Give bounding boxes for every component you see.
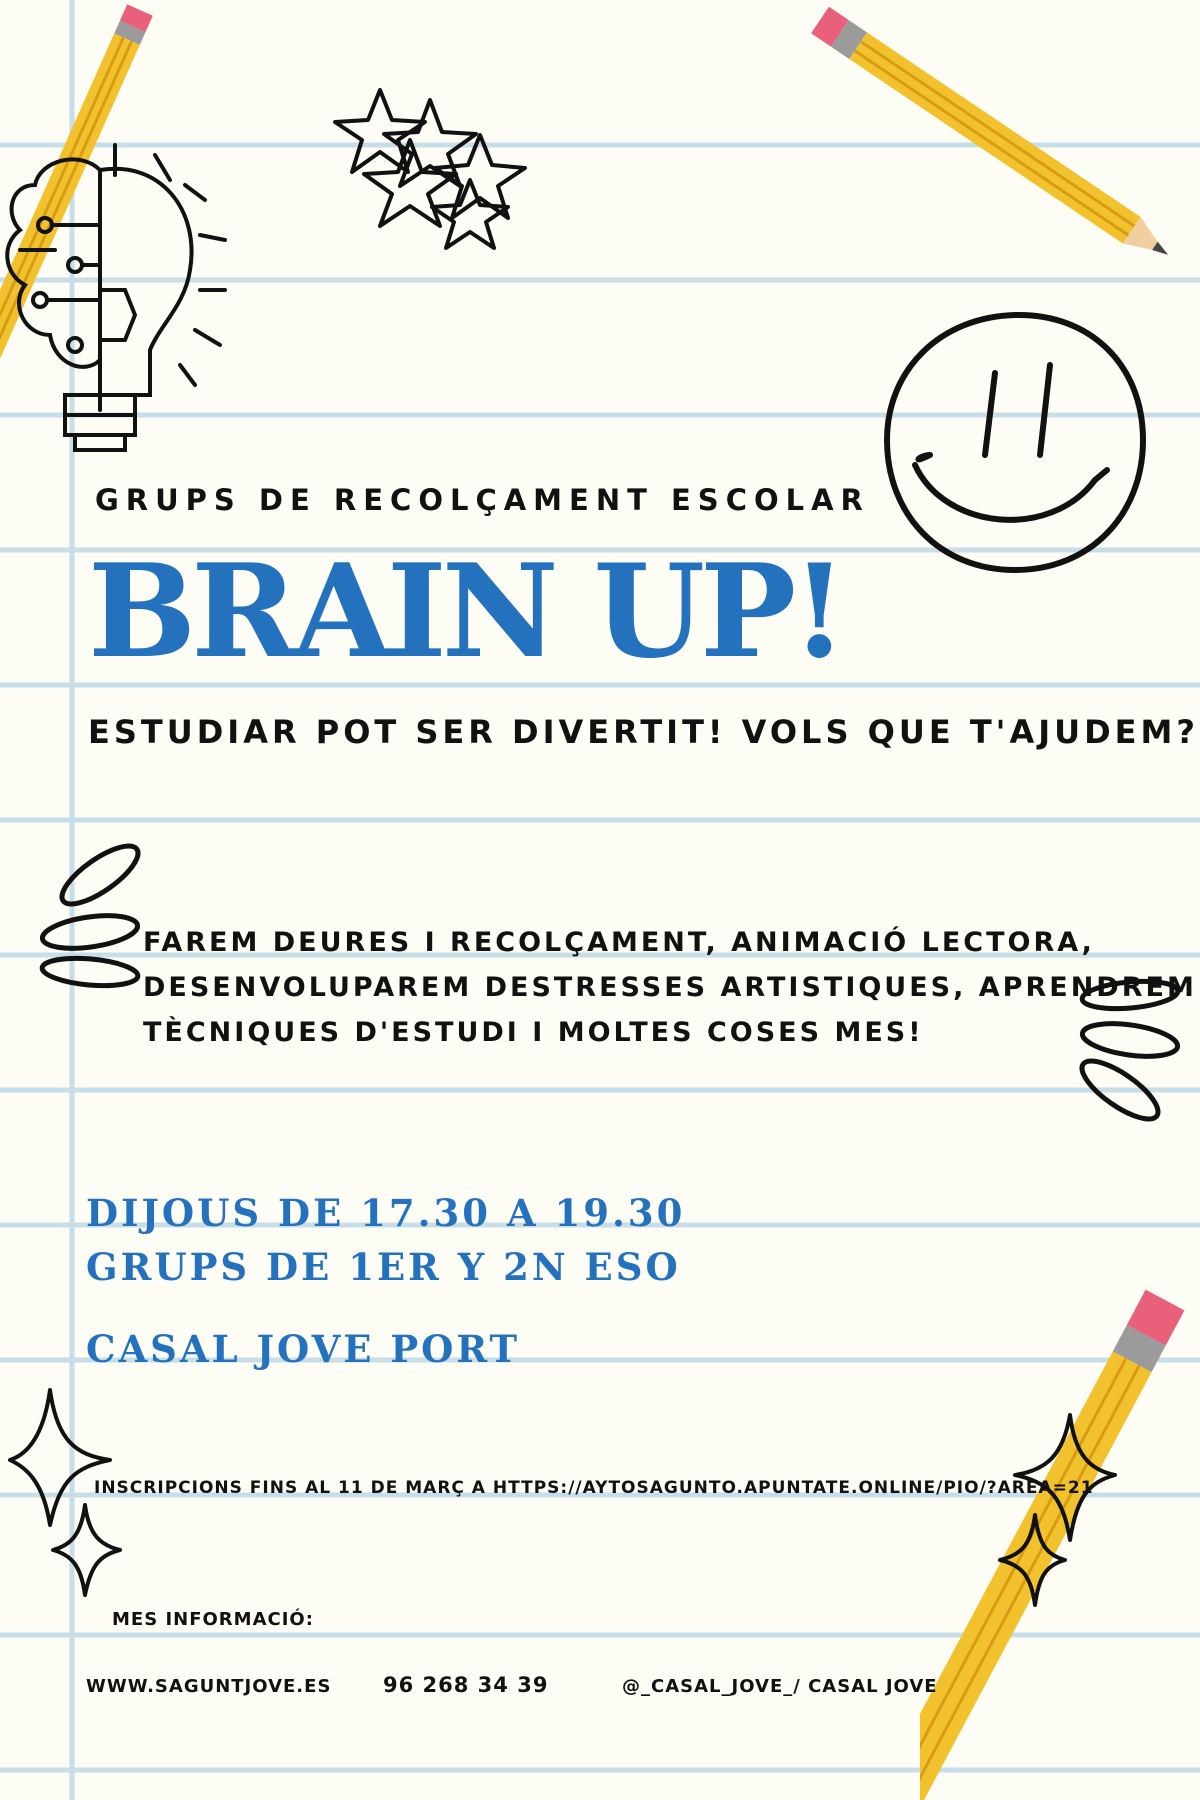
brain-lightbulb-icon	[0, 140, 240, 470]
website-link[interactable]: WWW.SAGUNTJOVE.ES	[86, 1676, 332, 1697]
description-line-1: FAREM DEURES I RECOLÇAMENT, ANIMACIÓ LECTORA,	[143, 927, 1095, 958]
sparkle-stars-right-icon	[995, 1410, 1120, 1610]
schedule-groups: GRUPS DE 1ER Y 2N ESO	[86, 1245, 681, 1289]
registration-info: INSCRIPCIONS FINS AL 11 DE MARÇ A HTTPS://AYTOSAGUNTO.APUNTATE.ONLINE/PIO/?AREA=21	[94, 1478, 1094, 1498]
schedule-venue: CASAL JOVE PORT	[86, 1327, 521, 1371]
burst-marks-left-icon	[35, 840, 145, 990]
description-line-2: DESENVOLUPAREM DESTRESSES ARTISTIQUES, APRENDREM	[143, 972, 1197, 1003]
scribble-stars-icon	[320, 80, 530, 255]
event-subtitle: GRUPS DE RECOLÇAMENT ESCOLAR	[95, 483, 870, 517]
smiley-face-icon	[875, 305, 1155, 585]
phone-number[interactable]: 96 268 34 39	[383, 1673, 549, 1697]
activities-description	[143, 920, 1197, 1055]
social-handle[interactable]: @_CASAL_JOVE_/ CASAL JOVE	[622, 1676, 938, 1697]
event-tagline: ESTUDIAR POT SER DIVERTIT! VOLS QUE T'AJUDEM?	[88, 713, 1199, 751]
schedule-time: DIJOUS DE 17.30 A 19.30	[86, 1191, 686, 1235]
more-info-label: MES INFORMACIÓ:	[112, 1609, 314, 1630]
description-line-3: TÈCNIQUES D'ESTUDI I MOLTES COSES MES!	[143, 1017, 924, 1048]
pencil-top-right-icon	[800, 0, 1200, 280]
event-title: BRAIN UP!	[88, 537, 843, 687]
